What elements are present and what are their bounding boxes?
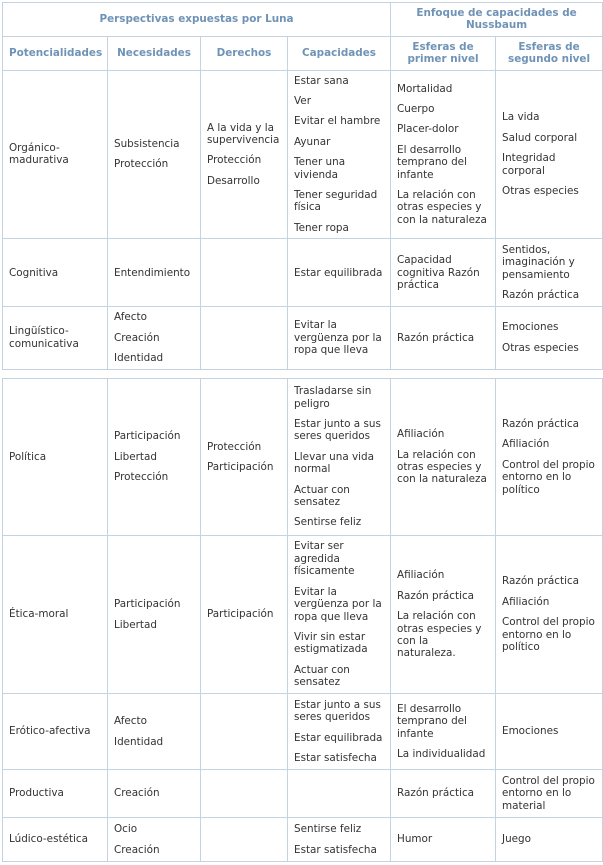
cell-esferas-primer-nivel <box>391 379 496 536</box>
cell-item: Ocio <box>114 823 138 836</box>
cell-item: Evitar la vergüenza por la ropa que lleva <box>294 585 382 623</box>
cell-capacidades <box>288 536 391 694</box>
column-header-esferas-primer-nivel: Esferas de primer nivel <box>391 36 496 70</box>
cell-item: El desarrollo temprano del infante <box>397 143 467 181</box>
cell-item: Control del propio entorno en lo político <box>502 458 595 496</box>
cell-esferas-segundo-nivel <box>496 770 603 818</box>
cell-item: Participación <box>114 598 181 611</box>
cell-item: Sentirse feliz <box>294 823 362 836</box>
table-row <box>3 770 603 818</box>
cell-potencialidad: Erótico-afectiva <box>3 694 108 770</box>
cell-esferas-primer-nivel <box>391 239 496 307</box>
cell-item: Control del propio entorno en lo material <box>502 774 595 812</box>
cell-item: Juego <box>502 833 531 846</box>
column-header-necesidades: Necesidades <box>108 36 201 70</box>
column-header-potencialidades: Potencialidades <box>3 36 108 70</box>
cell-item: Afiliación <box>397 428 445 441</box>
cell-item: La individualidad <box>397 747 486 760</box>
cell-item: Sentirse feliz <box>294 516 362 529</box>
cell-item: Tener ropa <box>294 221 349 234</box>
cell-esferas-segundo-nivel <box>496 70 603 239</box>
cell-item: Afiliación <box>502 595 550 608</box>
cell-derechos <box>201 239 288 307</box>
cell-derechos <box>201 536 288 694</box>
cell-capacidades <box>288 307 391 369</box>
cell-potencialidad: Cognitiva <box>3 239 108 307</box>
cell-potencialidad: Orgánico-madurativa <box>3 70 108 239</box>
table-row <box>3 307 603 369</box>
cell-potencialidad: Lingüístico-comunicativa <box>3 307 108 369</box>
cell-item: Razón práctica <box>502 417 580 430</box>
cell-item: Razón práctica <box>397 787 475 800</box>
cell-item: Subsistencia <box>114 138 180 151</box>
capabilities-table-part-2 <box>2 378 603 862</box>
header-nussbaum-approach: Enfoque de capacidades de Nussbaum <box>391 3 603 37</box>
cell-item: Emociones <box>502 321 559 334</box>
cell-potencialidad: Productiva <box>3 770 108 818</box>
cell-item: Creación <box>114 843 160 856</box>
cell-item: A la vida y la supervivencia <box>207 121 280 147</box>
cell-capacidades <box>288 379 391 536</box>
cell-item: Protección <box>207 154 262 167</box>
cell-item: Actuar con sensatez <box>294 483 350 509</box>
cell-item: Estar satisfecha <box>294 751 377 764</box>
cell-item: Trasladarse sin peligro <box>294 385 372 410</box>
cell-item: Otras especies <box>502 185 579 198</box>
cell-item: La vida <box>502 111 540 124</box>
cell-esferas-segundo-nivel <box>496 379 603 536</box>
cell-item: La relación con otras especies y con la naturaleza <box>397 448 487 486</box>
cell-capacidades <box>288 818 391 862</box>
cell-item: Participación <box>114 430 181 443</box>
cell-item: Entendimiento <box>114 266 191 279</box>
cell-item: Tener seguridad física <box>294 189 378 214</box>
cell-necesidades <box>108 536 201 694</box>
cell-item: Otras especies <box>502 341 579 354</box>
cell-item: Razón práctica <box>397 589 475 602</box>
column-header-esferas-segundo-nivel: Esferas de segundo nivel <box>496 36 603 70</box>
cell-item: La relación con otras especies y con la naturaleza. <box>397 610 482 660</box>
cell-item: Emociones <box>502 725 559 738</box>
cell-necesidades <box>108 770 201 818</box>
header-luna-perspectives: Perspectivas expuestas por Luna <box>3 3 391 37</box>
cell-item: Identidad <box>114 352 164 365</box>
cell-item: La relación con otras especies y con la naturaleza <box>397 189 487 226</box>
cell-item: Humor <box>397 833 433 846</box>
cell-item: Creación <box>114 787 160 800</box>
cell-item: Estar equilibrada <box>294 731 383 744</box>
cell-potencialidad: Lúdico-estética <box>3 818 108 862</box>
cell-item: Placer-dolor <box>397 123 459 136</box>
cell-item: Protección <box>114 471 169 484</box>
cell-esferas-primer-nivel <box>391 818 496 862</box>
cell-item: Protección <box>114 158 169 171</box>
cell-derechos <box>201 70 288 239</box>
cell-necesidades <box>108 239 201 307</box>
cell-esferas-primer-nivel <box>391 536 496 694</box>
cell-potencialidad: Ética-moral <box>3 536 108 694</box>
cell-item: Tener una vivienda <box>294 156 346 181</box>
table-row <box>3 818 603 862</box>
cell-item: Vivir sin estar estigmatizada <box>294 630 368 656</box>
cell-item: Afiliación <box>502 438 550 451</box>
cell-derechos <box>201 694 288 770</box>
cell-derechos <box>201 818 288 862</box>
table-row <box>3 239 603 307</box>
cell-necesidades <box>108 818 201 862</box>
cell-item: Razón práctica <box>397 331 475 344</box>
table-row <box>3 70 603 239</box>
cell-item: Actuar con sensatez <box>294 663 350 689</box>
cell-derechos <box>201 307 288 369</box>
cell-item: Evitar la vergüenza por la ropa que lleva <box>294 319 382 357</box>
cell-item: Participación <box>207 608 274 621</box>
cell-esferas-segundo-nivel <box>496 818 603 862</box>
cell-esferas-segundo-nivel <box>496 536 603 694</box>
cell-esferas-primer-nivel <box>391 770 496 818</box>
cell-item: Salud corporal <box>502 131 578 144</box>
cell-capacidades <box>288 770 391 818</box>
cell-item: Protección <box>207 440 262 453</box>
cell-item: Estar equilibrada <box>294 266 383 279</box>
cell-esferas-primer-nivel <box>391 307 496 369</box>
cell-esferas-primer-nivel <box>391 694 496 770</box>
cell-item: Desarrollo <box>207 174 260 187</box>
cell-item: Libertad <box>114 450 157 463</box>
cell-esferas-segundo-nivel <box>496 694 603 770</box>
cell-potencialidad: Política <box>3 379 108 536</box>
cell-esferas-segundo-nivel <box>496 307 603 369</box>
cell-item: Afiliación <box>397 569 445 582</box>
cell-necesidades <box>108 379 201 536</box>
cell-capacidades <box>288 239 391 307</box>
table-row <box>3 694 603 770</box>
table-gap <box>0 371 603 378</box>
cell-necesidades <box>108 694 201 770</box>
cell-item: Evitar el hambre <box>294 115 381 128</box>
column-header-capacidades: Capacidades <box>288 36 391 70</box>
cell-item: Control del propio entorno en lo político <box>502 616 595 654</box>
cell-item: El desarrollo temprano del infante <box>397 702 467 740</box>
cell-item: Participación <box>207 461 274 473</box>
cell-esferas-segundo-nivel <box>496 239 603 307</box>
cell-item: Estar junto a sus seres queridos <box>294 417 381 443</box>
cell-item: Sentidos, imaginación y pensamiento <box>502 243 575 281</box>
cell-item: Llevar una vida normal <box>294 450 374 476</box>
cell-necesidades <box>108 70 201 239</box>
cell-derechos <box>201 379 288 536</box>
table-row <box>3 379 603 536</box>
cell-item: Afecto <box>114 715 147 728</box>
cell-item: Cuerpo <box>397 103 435 116</box>
cell-item: Integridad corporal <box>502 152 556 177</box>
cell-item: Ayunar <box>294 135 331 148</box>
cell-derechos <box>201 770 288 818</box>
cell-esferas-primer-nivel <box>391 70 496 239</box>
cell-item: Estar satisfecha <box>294 843 377 856</box>
capabilities-table-part-1 <box>2 2 603 370</box>
cell-item: Afecto <box>114 311 147 324</box>
cell-item: Estar sana <box>294 74 349 87</box>
cell-item: Libertad <box>114 618 157 631</box>
cell-capacidades <box>288 70 391 239</box>
cell-item: Ver <box>294 95 311 108</box>
cell-necesidades <box>108 307 201 369</box>
column-header-derechos: Derechos <box>201 36 288 70</box>
cell-item: Razón práctica <box>502 289 580 302</box>
cell-item: Identidad <box>114 735 164 748</box>
cell-item: Evitar ser agredida físicamente <box>294 540 355 578</box>
cell-capacidades <box>288 694 391 770</box>
cell-item: Razón práctica <box>502 575 580 588</box>
cell-item: Capacidad cognitiva Razón práctica <box>397 254 480 291</box>
cell-item: Mortalidad <box>397 82 453 95</box>
cell-item: Creación <box>114 331 160 344</box>
cell-item: Estar junto a sus seres queridos <box>294 698 381 724</box>
table-row <box>3 536 603 694</box>
